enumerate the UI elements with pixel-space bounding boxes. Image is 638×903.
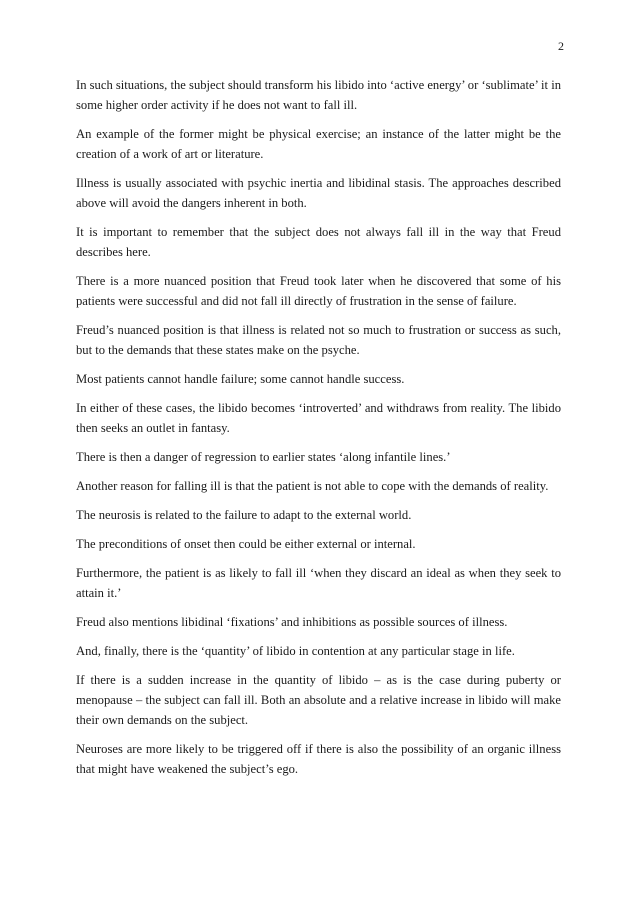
paragraph: In either of these cases, the libido becomes ‘introverted’ and withdraws from reality. The libido then seeks an outlet in fantasy. [76, 401, 561, 435]
paragraph: Furthermore, the patient is as likely to fall ill ‘when they discard an ideal as when they seek to attain it.’ [76, 566, 561, 600]
paragraph: The preconditions of onset then could be either external or internal. [76, 537, 416, 551]
paragraph: Illness is usually associated with psychic inertia and libidinal stasis. The approaches described above will avoid the dangers inherent in both. [76, 176, 561, 210]
paragraph: Neuroses are more likely to be triggered off if there is also the possibility of an organic illness that might have weakened the subject’s ego. [76, 742, 561, 776]
paragraph: Most patients cannot handle failure; some cannot handle success. [76, 372, 405, 386]
body-text [76, 75, 561, 788]
paragraph: There is a more nuanced position that Freud took later when he discovered that some of his patients were successful and did not fall ill directly of frustration in the sense of failure. [76, 274, 561, 308]
paragraph: Freud also mentions libidinal ‘fixations’ and inhibitions as possible sources of illness. [76, 615, 508, 629]
paragraph: An example of the former might be physical exercise; an instance of the latter might be the creation of a work of art or literature. [76, 127, 561, 161]
paragraph: It is important to remember that the subject does not always fall ill in the way that Freud describes here. [76, 225, 561, 259]
paragraph: And, finally, there is the ‘quantity’ of libido in contention at any particular stage in life. [76, 644, 515, 658]
paragraph: The neurosis is related to the failure to adapt to the external world. [76, 508, 412, 522]
page-number: 2 [558, 39, 564, 53]
paragraph: Another reason for falling ill is that the patient is not able to cope with the demands of reality. [76, 479, 549, 493]
paragraph: Freud’s nuanced position is that illness is related not so much to frustration or success as such, but to the demands that these states make on the psyche. [76, 323, 561, 357]
paragraph: In such situations, the subject should transform his libido into ‘active energy’ or ‘sublimate’ it in some higher order activity if he does not want to fall ill. [76, 78, 561, 112]
paragraph: If there is a sudden increase in the quantity of libido – as is the case during puberty or menopause – the subject can fall ill. Both an absolute and a relative increase in libido will make their own demands on the subject. [76, 673, 561, 727]
paragraph: There is then a danger of regression to earlier states ‘along infantile lines.’ [76, 450, 451, 464]
